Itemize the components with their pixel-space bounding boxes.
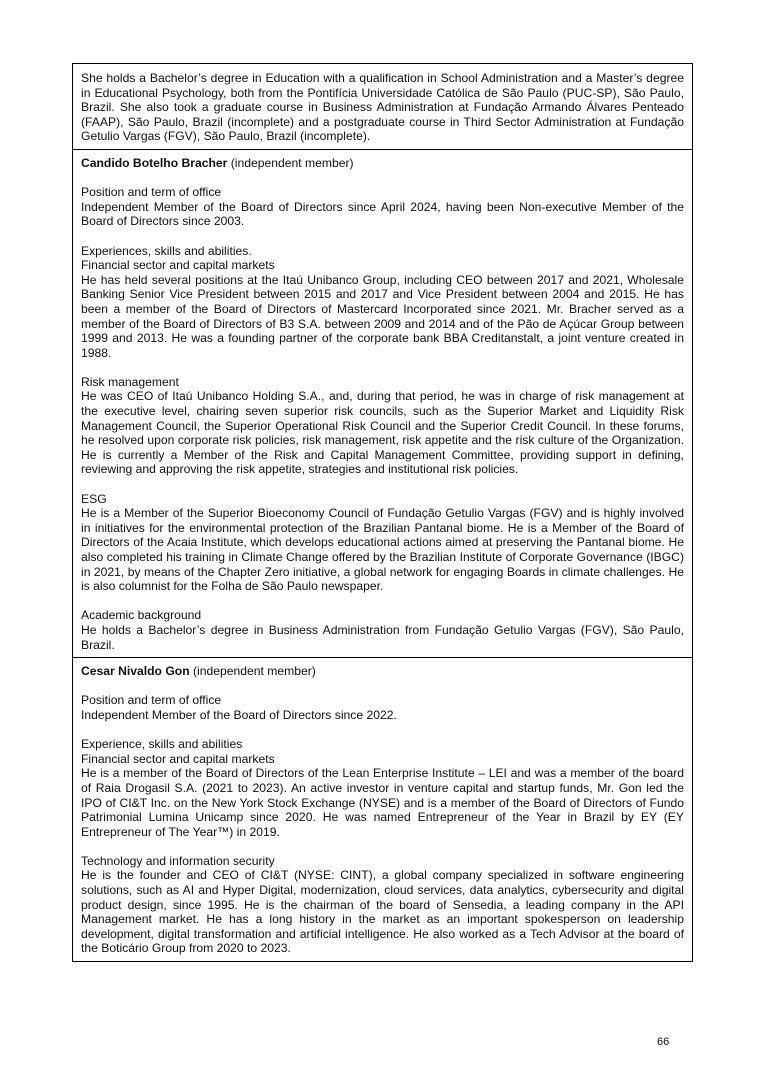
member-name: Candido Botelho Bracher: [81, 155, 228, 170]
risk-text: He was CEO of Itaú Unibanco Holding S.A., and, during that period, he was in charge of risk management at the executive level, chairing seven superior risk councils, such as the Superior Market and Liquidity Risk Management Council, the Superior Operational Risk Council and the Superior Credit Council. In these forums, he resolved upon corporate risk policies, risk management, risk appetite and the risk culture of the Organization. He is currently a Member of the Risk and Capital Management Committee, providing support in defining, reviewing and approving the risk appetite, strategies and institutional risk policies.: [81, 389, 684, 477]
member-name: Cesar Nivaldo Gon: [81, 664, 190, 679]
esg-heading: ESG: [81, 491, 107, 506]
member-cell-candido-bracher: [73, 149, 692, 657]
position-heading: Position and term of office: [81, 693, 222, 708]
tech-text: He is the founder and CEO of CI&T (NYSE: CINT), a global company specialized in software engineering solutions, such as AI and Hyper Digital, modernization, cloud services, data analytics, cybersecurity and digital product design, since 1995. He is the chairman of the board of Sensedia, a leading company in the API Management market. He has a long history in the market as an important spokesperson on leadership development, digital transformation and artificial intelligence. He also worked as a Tech Advisor at the board of the Boticário Group from 2020 to 2023.: [81, 868, 684, 956]
tech-heading: Technology and information security: [81, 853, 275, 868]
academic-continuation-cell: [73, 64, 692, 149]
position-heading: Position and term of office: [81, 185, 222, 200]
member-heading: [81, 664, 684, 679]
academic-continuation-text: She holds a Bachelor’s degree in Education with a qualification in School Administration and a Master’s degree in Educational Psychology, both from the Pontifícia Universidade Católica de São Paulo (PUC-SP), São Paulo, Brazil. She also took a graduate course in Business Administration at Fundação Armando Álvares Penteado (FAAP), São Paulo, Brazil (incomplete) and a postgraduate course in Third Sector Administration at Fundação Getulio Vargas (FGV), São Paulo, Brazil (incomplete).: [81, 71, 684, 144]
experience-heading: Experiences, skills and abilities.: [81, 243, 252, 258]
member-cell-cesar-gon: [73, 657, 692, 961]
experience-heading: Experience, skills and abilities: [81, 737, 243, 752]
academic-text: He holds a Bachelor’s degree in Business Administration from Fundação Getulio Vargas (FGV), São Paulo, Brazil.: [81, 622, 684, 652]
member-role: (independent member): [227, 155, 354, 170]
risk-heading: Risk management: [81, 374, 179, 389]
member-heading: [81, 156, 684, 171]
financial-text: He is a member of the Board of Directors of the Lean Enterprise Institute – LEI and was a member of the board of Raia Drogasil S.A. (2021 to 2023). An active investor in venture capital and startup funds, Mr. Gon led the IPO of CI&T Inc. on the New York Stock Exchange (NYSE) and is a member of the Board of Directors of Fundo Patrimonial Lumina Unicamp since 2020. He was named Entrepreneur of the Year in Brazil by EY (EY Entrepreneur of The Year™) in 2019.: [81, 766, 684, 839]
esg-text: He is a Member of the Superior Bioeconomy Council of Fundação Getulio Vargas (FGV) and is highly involved in initiatives for the environmental protection of the Brazilian Pantanal biome. He is a Member of the Board of Directors of the Acaia Institute, which develops educational actions aimed at preserving the Pantanal biome. He also completed his training in Climate Change offered by the Brazilian Institute of Corporate Governance (IBGC) in 2021, by means of the Chapter Zero initiative, a global network for engaging Boards in climate challenges. He is also columnist for the Folha de São Paulo newspaper.: [81, 506, 684, 594]
financial-heading: Financial sector and capital markets: [81, 751, 275, 766]
position-text: Independent Member of the Board of Directors since April 2024, having been Non-executive Member of the Board of Directors since 2003.: [81, 199, 684, 229]
financial-heading: Financial sector and capital markets: [81, 258, 275, 273]
position-text: Independent Member of the Board of Directors since 2022.: [81, 707, 397, 722]
board-members-table: [72, 63, 693, 962]
financial-text: He has held several positions at the Itaú Unibanco Group, including CEO between 2017 and 2021, Wholesale Banking Senior Vice President between 2015 and 2017 and Vice President between 2004 and 2015. He has been a member of the Board of Directors of Mastercard Incorporated since 2021. Mr. Bracher served as a member of the Board of Directors of B3 S.A. between 2009 and 2014 and of the Pão de Açúcar Group between 1999 and 2013. He was a founding partner of the corporate bank BBA Creditanstalt, a joint venture created in 1988.: [81, 272, 684, 360]
member-role: (independent member): [189, 664, 316, 679]
academic-heading: Academic background: [81, 608, 202, 623]
page-number: 66: [657, 1036, 670, 1048]
